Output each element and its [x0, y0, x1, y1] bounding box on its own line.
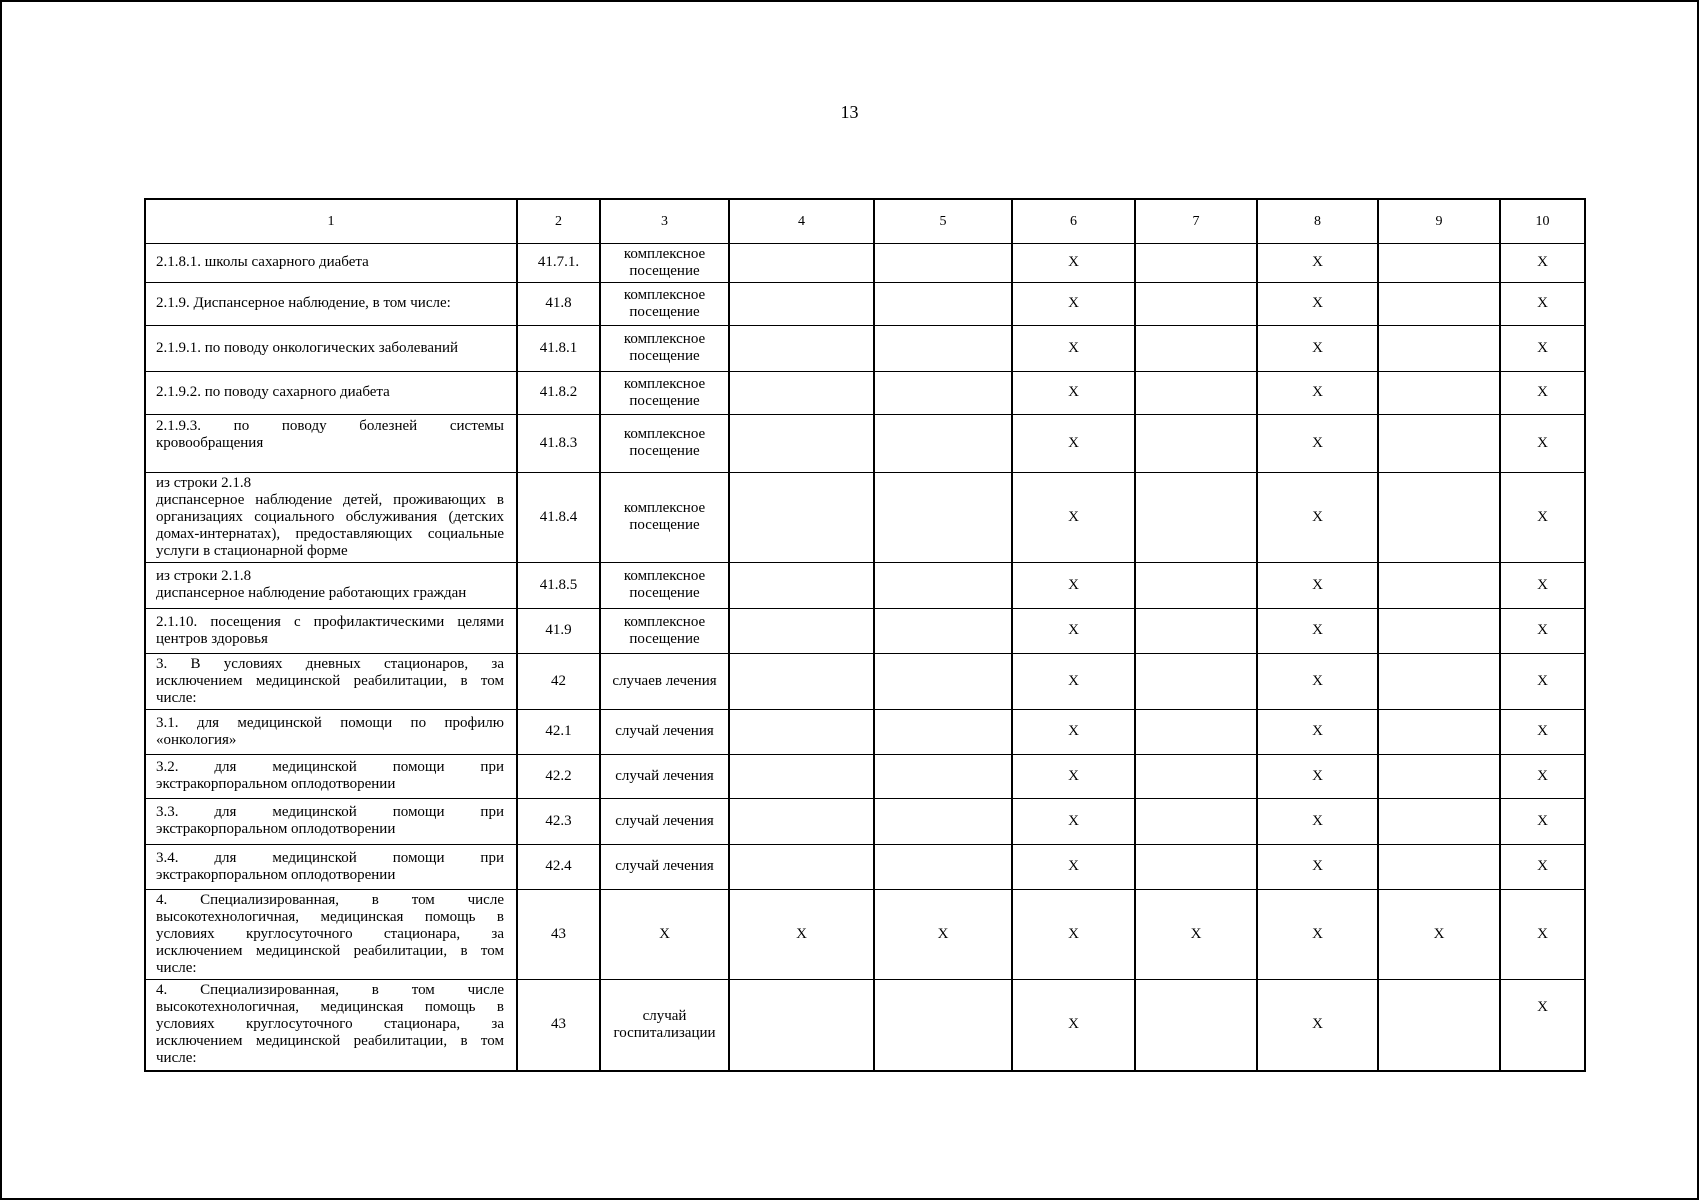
row-code-cell: 42.1	[517, 709, 600, 754]
indicator-cell	[145, 889, 517, 979]
column-10-cell: Х	[1500, 754, 1585, 798]
column-9-cell	[1378, 709, 1500, 754]
column-6-cell: Х	[1012, 243, 1135, 282]
indicator-paragraph	[156, 475, 504, 492]
indicator-cell	[145, 414, 517, 472]
column-8-cell: Х	[1257, 325, 1378, 371]
indicator-line: из строки 2.1.8	[156, 474, 252, 491]
column-7-cell: Х	[1135, 889, 1257, 979]
column-8-cell: Х	[1257, 754, 1378, 798]
column-6-cell: Х	[1012, 325, 1135, 371]
column-9-cell	[1378, 653, 1500, 709]
column-8-cell: Х	[1257, 414, 1378, 472]
column-7-cell	[1135, 243, 1257, 282]
column-10-cell: Х	[1500, 709, 1585, 754]
column-8-cell: Х	[1257, 979, 1378, 1071]
indicator-line: исключением медицинской реабилитации, в том	[156, 1033, 504, 1050]
column-number-row	[145, 199, 1585, 243]
indicator-line: высокотехнологичная, медицинская помощь в	[156, 908, 504, 925]
column-10-cell: Х	[1500, 798, 1585, 844]
row-code-cell: 41.8.2	[517, 371, 600, 414]
indicator-cell	[145, 371, 517, 414]
column-5-cell	[874, 709, 1012, 754]
unit-cell: случай госпитализации	[600, 979, 729, 1071]
column-7-cell	[1135, 844, 1257, 889]
column-5-cell: Х	[874, 889, 1012, 979]
column-4-cell	[729, 325, 874, 371]
indicator-paragraph	[156, 804, 504, 838]
column-6-cell: Х	[1012, 282, 1135, 325]
column-7-cell	[1135, 371, 1257, 414]
column-8-cell: Х	[1257, 243, 1378, 282]
indicator-line: 4. Специализированная, в том числе	[156, 982, 504, 999]
indicator-line: 3.1. для медицинской помощи по профилю	[156, 714, 504, 731]
indicator-line: числе:	[156, 959, 197, 976]
unit-cell: случай лечения	[600, 709, 729, 754]
column-5-cell	[874, 562, 1012, 608]
row-code-cell: 42	[517, 653, 600, 709]
indicators-table	[144, 198, 1586, 1072]
column-8-cell: Х	[1257, 653, 1378, 709]
row-code-cell: 43	[517, 979, 600, 1071]
row-code-cell: 41.9	[517, 608, 600, 653]
column-8-cell: Х	[1257, 709, 1378, 754]
column-8-cell: Х	[1257, 371, 1378, 414]
column-10-cell: Х	[1500, 653, 1585, 709]
indicator-paragraph	[156, 656, 504, 707]
table-row	[145, 414, 1585, 472]
column-6-cell: Х	[1012, 414, 1135, 472]
column-5-cell	[874, 282, 1012, 325]
column-9-cell	[1378, 472, 1500, 562]
column-4-cell	[729, 243, 874, 282]
indicator-line: высокотехнологичная, медицинская помощь в	[156, 999, 504, 1016]
column-6-cell: Х	[1012, 472, 1135, 562]
indicator-cell	[145, 325, 517, 371]
unit-cell: комплексное посещение	[600, 243, 729, 282]
indicator-cell	[145, 979, 517, 1071]
indicator-paragraph	[156, 295, 504, 312]
indicator-line: экстракорпоральном оплодотворении	[156, 866, 396, 883]
column-10-cell: Х	[1500, 472, 1585, 562]
column-9-cell	[1378, 371, 1500, 414]
unit-cell: Х	[600, 889, 729, 979]
table-row	[145, 798, 1585, 844]
table-row	[145, 653, 1585, 709]
table-body	[145, 243, 1585, 1071]
unit-cell: комплексное посещение	[600, 282, 729, 325]
row-code-cell: 41.7.1.	[517, 243, 600, 282]
column-6-cell: Х	[1012, 653, 1135, 709]
table-row	[145, 562, 1585, 608]
page-number: 13	[840, 102, 859, 122]
column-9-cell	[1378, 798, 1500, 844]
column-7-cell	[1135, 472, 1257, 562]
column-4-cell	[729, 798, 874, 844]
indicator-line: 2.1.9. Диспансерное наблюдение, в том числе:	[156, 295, 451, 311]
column-9-cell	[1378, 282, 1500, 325]
column-number-header: 1	[145, 199, 517, 243]
unit-cell: комплексное посещение	[600, 414, 729, 472]
indicator-line: домах-интернатах), предоставляющих социальные	[156, 525, 504, 542]
indicator-paragraph	[156, 850, 504, 884]
indicator-line: условиях круглосуточного стационара, за	[156, 1016, 504, 1033]
unit-cell: комплексное посещение	[600, 371, 729, 414]
table-row	[145, 709, 1585, 754]
column-7-cell	[1135, 325, 1257, 371]
row-code-cell: 41.8.4	[517, 472, 600, 562]
column-6-cell: Х	[1012, 844, 1135, 889]
column-10-cell: Х	[1500, 889, 1585, 979]
indicator-paragraph	[156, 892, 504, 977]
indicator-line: 2.1.10. посещения с профилактическими целями	[156, 613, 504, 630]
column-6-cell: Х	[1012, 371, 1135, 414]
unit-cell: комплексное посещение	[600, 562, 729, 608]
indicator-paragraph	[156, 568, 504, 585]
indicator-line: организациях социального обслуживания (детских	[156, 508, 504, 525]
column-10-cell: Х	[1500, 371, 1585, 414]
indicator-line: диспансерное наблюдение детей, проживающих в	[156, 491, 504, 508]
unit-cell: случаев лечения	[600, 653, 729, 709]
row-code-cell: 42.4	[517, 844, 600, 889]
unit-cell: комплексное посещение	[600, 608, 729, 653]
indicator-line: «онкология»	[156, 731, 237, 748]
table-row	[145, 889, 1585, 979]
indicator-line: 2.1.9.3. по поводу болезней системы	[156, 417, 504, 434]
column-5-cell	[874, 653, 1012, 709]
column-7-cell	[1135, 282, 1257, 325]
indicator-paragraph	[156, 715, 504, 749]
indicator-line: исключением медицинской реабилитации, в том	[156, 672, 504, 689]
column-8-cell: Х	[1257, 889, 1378, 979]
row-code-cell: 41.8.3	[517, 414, 600, 472]
column-5-cell	[874, 844, 1012, 889]
row-code-cell: 43	[517, 889, 600, 979]
column-5-cell	[874, 979, 1012, 1071]
indicator-cell	[145, 562, 517, 608]
row-code-cell: 42.2	[517, 754, 600, 798]
column-5-cell	[874, 243, 1012, 282]
column-number-header: 3	[600, 199, 729, 243]
indicator-cell	[145, 653, 517, 709]
column-5-cell	[874, 325, 1012, 371]
column-4-cell	[729, 844, 874, 889]
indicator-line: 2.1.9.1. по поводу онкологических заболеваний	[156, 339, 459, 356]
column-9-cell	[1378, 754, 1500, 798]
indicator-line: 3.3. для медицинской помощи при	[156, 804, 504, 820]
column-4-cell	[729, 653, 874, 709]
column-9-cell	[1378, 325, 1500, 371]
column-9-cell	[1378, 608, 1500, 653]
column-6-cell: Х	[1012, 889, 1135, 979]
column-number-header: 4	[729, 199, 874, 243]
indicator-paragraph	[156, 614, 504, 648]
indicator-cell	[145, 754, 517, 798]
column-4-cell	[729, 562, 874, 608]
indicator-line: условиях круглосуточного стационара, за	[156, 925, 504, 942]
column-7-cell	[1135, 754, 1257, 798]
indicator-cell	[145, 844, 517, 889]
indicator-paragraph	[156, 418, 504, 452]
column-number-header: 2	[517, 199, 600, 243]
column-10-cell: Х	[1500, 325, 1585, 371]
indicator-cell	[145, 243, 517, 282]
column-10-cell: Х	[1500, 979, 1585, 1071]
column-6-cell: Х	[1012, 798, 1135, 844]
column-7-cell	[1135, 798, 1257, 844]
table-row	[145, 844, 1585, 889]
unit-cell: случай лечения	[600, 754, 729, 798]
column-4-cell	[729, 371, 874, 414]
column-5-cell	[874, 754, 1012, 798]
row-code-cell: 41.8	[517, 282, 600, 325]
indicator-line: из строки 2.1.8	[156, 568, 252, 584]
column-6-cell: Х	[1012, 754, 1135, 798]
column-7-cell	[1135, 653, 1257, 709]
column-number-header: 8	[1257, 199, 1378, 243]
column-number-header: 9	[1378, 199, 1500, 243]
column-10-cell: Х	[1500, 243, 1585, 282]
indicator-line: 3.4. для медицинской помощи при	[156, 849, 504, 866]
indicator-paragraph	[156, 585, 504, 602]
column-number-header: 6	[1012, 199, 1135, 243]
column-4-cell	[729, 709, 874, 754]
column-5-cell	[874, 798, 1012, 844]
unit-cell: случай лечения	[600, 798, 729, 844]
column-8-cell: Х	[1257, 798, 1378, 844]
indicator-line: числе:	[156, 1050, 197, 1067]
column-5-cell	[874, 414, 1012, 472]
table-row	[145, 472, 1585, 562]
indicator-paragraph	[156, 492, 504, 560]
column-10-cell: Х	[1500, 562, 1585, 608]
column-10-cell: Х	[1500, 844, 1585, 889]
column-number-header: 7	[1135, 199, 1257, 243]
indicator-line: 2.1.9.2. по поводу сахарного диабета	[156, 384, 390, 400]
indicator-line: 3.2. для медицинской помощи при	[156, 759, 504, 775]
indicator-cell	[145, 472, 517, 562]
indicator-line: центров здоровья	[156, 630, 268, 647]
indicator-line: исключением медицинской реабилитации, в том	[156, 942, 504, 959]
column-10-cell: Х	[1500, 282, 1585, 325]
column-9-cell	[1378, 243, 1500, 282]
column-9-cell	[1378, 414, 1500, 472]
indicator-cell	[145, 798, 517, 844]
column-5-cell	[874, 608, 1012, 653]
column-number-header: 10	[1500, 199, 1585, 243]
indicator-line: экстракорпоральном оплодотворении	[156, 776, 396, 792]
column-6-cell: Х	[1012, 562, 1135, 608]
table-row	[145, 979, 1585, 1071]
indicator-cell	[145, 282, 517, 325]
column-8-cell: Х	[1257, 844, 1378, 889]
indicator-cell	[145, 608, 517, 653]
indicator-cell	[145, 709, 517, 754]
indicator-paragraph	[156, 982, 504, 1067]
indicator-line: числе:	[156, 689, 197, 706]
indicator-paragraph	[156, 340, 504, 357]
column-9-cell	[1378, 844, 1500, 889]
table-row	[145, 754, 1585, 798]
column-5-cell	[874, 472, 1012, 562]
column-9-cell	[1378, 979, 1500, 1071]
table-row	[145, 325, 1585, 371]
column-10-cell: Х	[1500, 608, 1585, 653]
column-6-cell: Х	[1012, 709, 1135, 754]
column-8-cell: Х	[1257, 282, 1378, 325]
table-row	[145, 371, 1585, 414]
column-8-cell: Х	[1257, 562, 1378, 608]
column-9-cell: Х	[1378, 889, 1500, 979]
row-code-cell: 41.8.1	[517, 325, 600, 371]
table-row	[145, 608, 1585, 653]
indicator-line: диспансерное наблюдение работающих граждан	[156, 585, 467, 601]
unit-cell: случай лечения	[600, 844, 729, 889]
column-4-cell	[729, 979, 874, 1071]
row-code-cell: 42.3	[517, 798, 600, 844]
column-4-cell	[729, 608, 874, 653]
column-4-cell	[729, 414, 874, 472]
unit-cell: комплексное посещение	[600, 472, 729, 562]
column-7-cell	[1135, 414, 1257, 472]
table-row	[145, 282, 1585, 325]
indicator-paragraph	[156, 384, 504, 401]
indicator-line: услуги в стационарной форме	[156, 542, 348, 559]
column-5-cell	[874, 371, 1012, 414]
indicator-paragraph	[156, 759, 504, 793]
column-4-cell	[729, 472, 874, 562]
column-6-cell: Х	[1012, 608, 1135, 653]
indicator-line: экстракорпоральном оплодотворении	[156, 821, 396, 837]
column-4-cell	[729, 282, 874, 325]
unit-cell: комплексное посещение	[600, 325, 729, 371]
column-9-cell	[1378, 562, 1500, 608]
column-7-cell	[1135, 562, 1257, 608]
column-7-cell	[1135, 608, 1257, 653]
column-8-cell: Х	[1257, 608, 1378, 653]
indicator-line: 3. В условиях дневных стационаров, за	[156, 655, 504, 672]
indicator-paragraph	[156, 254, 504, 271]
column-number-header: 5	[874, 199, 1012, 243]
indicator-line: 2.1.8.1. школы сахарного диабета	[156, 254, 369, 270]
column-7-cell	[1135, 979, 1257, 1071]
column-7-cell	[1135, 709, 1257, 754]
column-4-cell	[729, 754, 874, 798]
column-6-cell: Х	[1012, 979, 1135, 1071]
column-10-cell: Х	[1500, 414, 1585, 472]
column-4-cell: Х	[729, 889, 874, 979]
column-8-cell: Х	[1257, 472, 1378, 562]
row-code-cell: 41.8.5	[517, 562, 600, 608]
indicator-line: 4. Специализированная, в том числе	[156, 891, 504, 908]
table-row	[145, 243, 1585, 282]
indicator-line: кровообращения	[156, 434, 264, 451]
